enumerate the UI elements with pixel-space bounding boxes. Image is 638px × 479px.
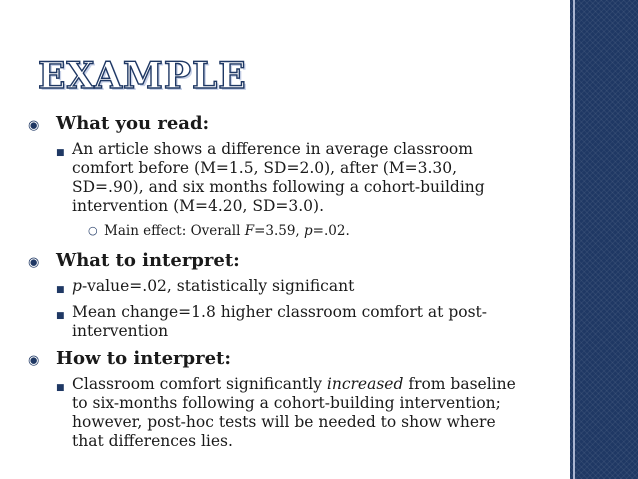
sub-list-item: [88, 222, 528, 240]
slide-content: [28, 113, 528, 454]
list-item: [56, 303, 528, 341]
italic-text: F: [244, 223, 255, 239]
list-item: [56, 375, 528, 451]
square-bullet-icon: ■: [56, 148, 65, 158]
target-bullet-icon: ◉: [28, 353, 40, 368]
decorative-side-bar: [570, 0, 638, 479]
section-heading-what-to-interpret: [28, 250, 528, 271]
italic-text: p: [304, 223, 313, 239]
list-item: [56, 140, 528, 216]
italic-text: increased: [326, 375, 404, 393]
section-heading-how-to-interpret: [28, 348, 528, 369]
slide-title: EXAMPLE: [38, 55, 247, 97]
heading-text: What to interpret:: [56, 250, 240, 271]
list-item-text: Mean change=1.8 higher classroom comfort at post-intervention: [72, 303, 487, 340]
side-bar-stripe: [573, 0, 575, 479]
italic-text: p: [72, 277, 82, 295]
section-heading-what-you-read: [28, 113, 528, 134]
text-run: Main effect: Overall: [104, 223, 245, 239]
text-run: =3.59,: [254, 223, 305, 239]
square-bullet-icon: ■: [56, 311, 65, 321]
target-bullet-icon: ◉: [28, 118, 40, 133]
text-run: -value=.02, statistically significant: [81, 277, 355, 295]
text-run: from baseline to six-months following a cohort-building intervention; however, post-hoc tests will be needed to show where that differences lies.: [72, 375, 516, 450]
list-item-text: [72, 277, 354, 296]
list-item-text: [72, 375, 528, 451]
heading-text: How to interpret:: [56, 348, 232, 369]
list-item: [56, 277, 528, 300]
ring-bullet-icon: ○: [88, 224, 98, 237]
text-run: =.02.: [312, 223, 350, 239]
heading-text: What you read:: [56, 113, 210, 134]
target-bullet-icon: ◉: [28, 255, 40, 270]
list-item-text: An article shows a difference in average classroom comfort before (M=1.5, SD=2.0), after (M=3.30, SD=.90), and six months following a cohort-building intervention (M=4.20, SD=3.0).: [72, 140, 485, 215]
square-bullet-icon: ■: [56, 383, 65, 393]
square-bullet-icon: ■: [56, 285, 65, 295]
text-run: Classroom comfort significantly: [72, 375, 327, 393]
sub-list-item-text: [104, 222, 350, 240]
